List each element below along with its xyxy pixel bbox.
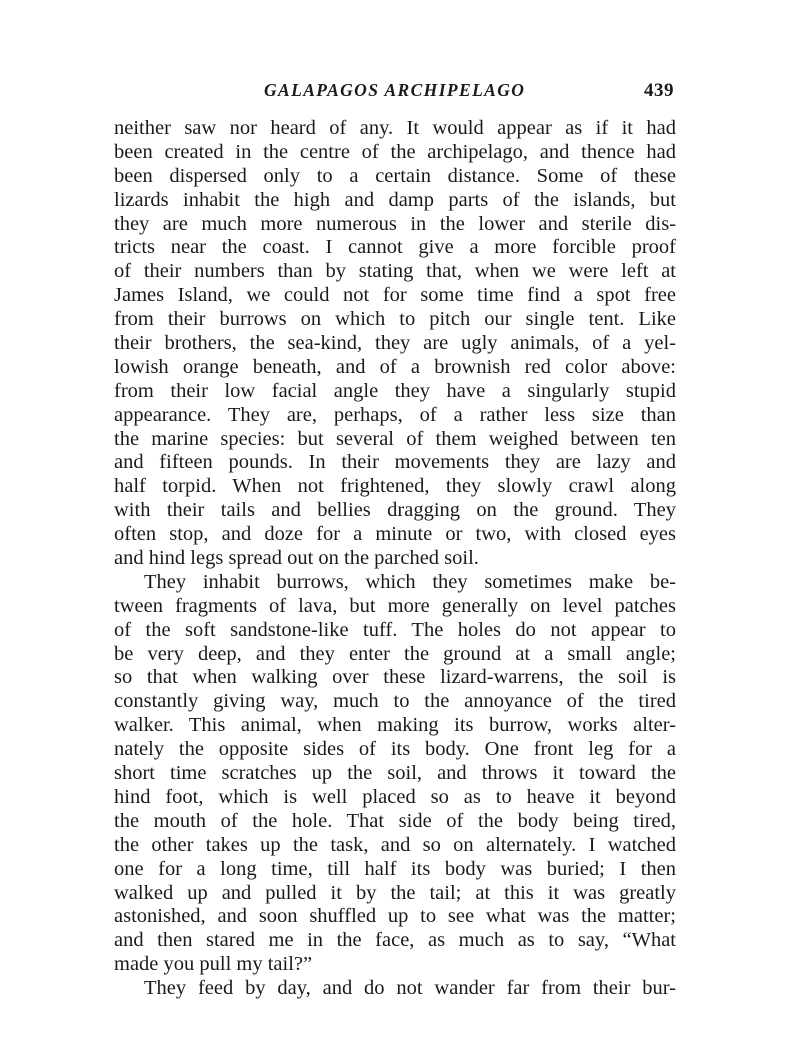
text-line: hind foot, which is well placed so as to heave it beyond bbox=[114, 785, 676, 808]
text-line: often stop, and doze for a minute or two, with closed eyes bbox=[114, 523, 676, 546]
text-line: so that when walking over these lizard-warrens, the soil is bbox=[114, 666, 676, 689]
text-line: constantly giving way, much to the annoyance of the tired bbox=[114, 690, 676, 713]
text-line: They inhabit burrows, which they sometimes make be- bbox=[144, 570, 676, 593]
paragraph bbox=[114, 571, 676, 977]
page-number: 439 bbox=[644, 80, 674, 101]
text-line: half torpid. When not frightened, they slowly crawl along bbox=[114, 475, 676, 498]
text-line: walker. This animal, when making its burrow, works alter- bbox=[114, 714, 676, 737]
text-line: the marine species: but several of them weighed between ten bbox=[114, 427, 676, 450]
text-line: the other takes up the task, and so on alternately. I watched bbox=[114, 833, 676, 856]
text-line: lizards inhabit the high and damp parts of the islands, but bbox=[114, 188, 676, 211]
running-title: GALAPAGOS ARCHIPELAGO bbox=[264, 80, 526, 100]
text-line: James Island, we could not for some time find a spot free bbox=[114, 284, 676, 307]
text-line: neither saw nor heard of any. It would appear as if it had bbox=[114, 117, 676, 139]
text-line: one for a long time, till half its body was buried; I then bbox=[114, 857, 676, 880]
paragraph bbox=[114, 977, 676, 1001]
text-line: and fifteen pounds. In their movements they are lazy and bbox=[114, 451, 676, 474]
text-line: They feed by day, and do not wander far from their bur- bbox=[144, 977, 676, 1000]
body-text bbox=[114, 117, 676, 1001]
text-line: short time scratches up the soil, and throws it toward the bbox=[114, 762, 676, 785]
text-line: been created in the centre of the archipelago, and thence had bbox=[114, 140, 676, 163]
text-line: and then stared me in the face, as much as to say, “What bbox=[114, 929, 676, 952]
text-line: tween fragments of lava, but more generally on level patches bbox=[114, 594, 676, 617]
text-line: lowish orange beneath, and of a brownish red color above: bbox=[114, 355, 676, 378]
text-line: nately the opposite sides of its body. One front leg for a bbox=[114, 738, 676, 761]
text-line: and hind legs spread out on the parched soil. bbox=[114, 547, 479, 570]
text-line: from their burrows on which to pitch our single tent. Like bbox=[114, 308, 676, 331]
text-line: astonished, and soon shuffled up to see what was the matter; bbox=[114, 905, 676, 928]
text-line: they are much more numerous in the lower and sterile dis- bbox=[114, 212, 676, 235]
text-line: tricts near the coast. I cannot give a more forcible proof bbox=[114, 236, 676, 259]
text-line: with their tails and bellies dragging on the ground. They bbox=[114, 499, 676, 522]
text-line: be very deep, and they enter the ground at a small angle; bbox=[114, 642, 676, 665]
paragraph bbox=[114, 117, 676, 571]
text-line: from their low facial angle they have a singularly stupid bbox=[114, 379, 676, 402]
text-line: of the soft sandstone-like tuff. The holes do not appear to bbox=[114, 618, 676, 641]
running-head bbox=[114, 80, 674, 106]
text-line: walked up and pulled it by the tail; at this it was greatly bbox=[114, 881, 676, 904]
text-line: appearance. They are, perhaps, of a rather less size than bbox=[114, 403, 676, 426]
text-line: their brothers, the sea-kind, they are ugly animals, of a yel- bbox=[114, 332, 676, 355]
text-line: of their numbers than by stating that, when we were left at bbox=[114, 260, 676, 283]
text-line: made you pull my tail?” bbox=[114, 953, 313, 976]
text-line: the mouth of the hole. That side of the body being tired, bbox=[114, 809, 676, 832]
text-line: been dispersed only to a certain distance. Some of these bbox=[114, 164, 676, 187]
